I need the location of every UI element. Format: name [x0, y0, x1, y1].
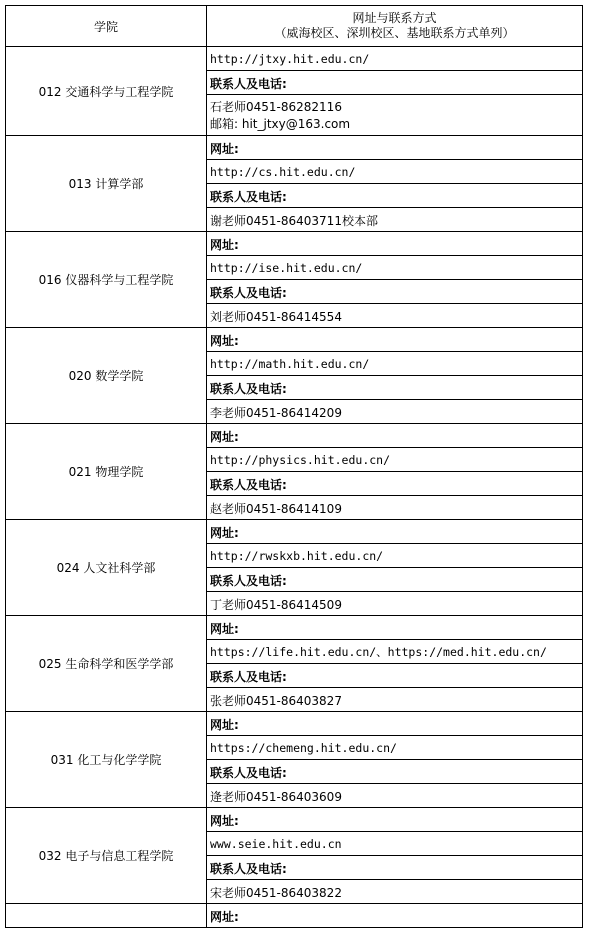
contact-info	[207, 95, 583, 136]
college-url[interactable]: www.seie.hit.edu.cn	[207, 832, 583, 856]
college-name-cut	[6, 904, 207, 928]
college-url[interactable]: https://chemeng.hit.edu.cn/	[207, 736, 583, 760]
contact-phone: 谢老师0451-86403711校本部	[207, 208, 583, 232]
college-name: 020 数学学院	[6, 328, 207, 424]
url-label: 网址:	[207, 136, 583, 160]
college-url[interactable]: http://ise.hit.edu.cn/	[207, 256, 583, 280]
url-label: 网址:	[207, 232, 583, 256]
header-contact	[207, 6, 583, 47]
college-name: 013 计算学部	[6, 136, 207, 232]
header-college: 学院	[6, 6, 207, 47]
url-label: 网址:	[207, 904, 583, 928]
table-row	[6, 520, 583, 544]
contact-phone: 宋老师0451-86403822	[207, 880, 583, 904]
college-url[interactable]: http://rwskxb.hit.edu.cn/	[207, 544, 583, 568]
college-url[interactable]: http://physics.hit.edu.cn/	[207, 448, 583, 472]
contact-label: 联系人及电话:	[207, 856, 583, 880]
url-label: 网址:	[207, 424, 583, 448]
url-label: 网址:	[207, 520, 583, 544]
contact-label: 联系人及电话:	[207, 280, 583, 304]
contact-label: 联系人及电话:	[207, 184, 583, 208]
contact-phone: 赵老师0451-86414109	[207, 496, 583, 520]
table-row	[6, 712, 583, 736]
college-name: 025 生命科学和医学学部	[6, 616, 207, 712]
url-label: 网址:	[207, 712, 583, 736]
table-row	[6, 232, 583, 256]
table-row	[6, 424, 583, 448]
contact-phone: 张老师0451-86403827	[207, 688, 583, 712]
college-name: 016 仪器科学与工程学院	[6, 232, 207, 328]
contact-label: 联系人及电话:	[207, 376, 583, 400]
college-url[interactable]: http://math.hit.edu.cn/	[207, 352, 583, 376]
url-label: 网址:	[207, 616, 583, 640]
url-label: 网址:	[207, 328, 583, 352]
table-row	[6, 904, 583, 928]
contact-label: 联系人及电话:	[207, 71, 583, 95]
table-row	[6, 47, 583, 71]
college-name: 024 人文社科学部	[6, 520, 207, 616]
contact-label: 联系人及电话:	[207, 472, 583, 496]
contact-phone: 李老师0451-86414209	[207, 400, 583, 424]
header-contact-line2: （威海校区、深圳校区、基地联系方式单列）	[274, 26, 515, 40]
url-label: 网址:	[207, 808, 583, 832]
college-name: 032 电子与信息工程学院	[6, 808, 207, 904]
contact-phone: 刘老师0451-86414554	[207, 304, 583, 328]
table-row	[6, 328, 583, 352]
table-row	[6, 808, 583, 832]
table-header-row	[6, 6, 583, 47]
table-row	[6, 136, 583, 160]
contact-phone: 逄老师0451-86403609	[207, 784, 583, 808]
college-name: 012 交通科学与工程学院	[6, 47, 207, 136]
contact-label: 联系人及电话:	[207, 568, 583, 592]
contact-label: 联系人及电话:	[207, 664, 583, 688]
contact-label: 联系人及电话:	[207, 760, 583, 784]
college-url[interactable]: https://life.hit.edu.cn/、https://med.hit.edu.cn/	[207, 640, 583, 664]
college-url[interactable]: http://cs.hit.edu.cn/	[207, 160, 583, 184]
contact-email: 邮箱: hit_jtxy@163.com	[210, 116, 351, 131]
college-name: 031 化工与化学学院	[6, 712, 207, 808]
college-url[interactable]: http://jtxy.hit.edu.cn/	[207, 47, 583, 71]
header-contact-line1: 网址与联系方式	[352, 11, 437, 25]
contact-phone: 石老师0451-86282116	[210, 99, 342, 114]
contact-phone: 丁老师0451-86414509	[207, 592, 583, 616]
table-row	[6, 616, 583, 640]
college-name: 021 物理学院	[6, 424, 207, 520]
college-contact-table	[5, 5, 583, 928]
